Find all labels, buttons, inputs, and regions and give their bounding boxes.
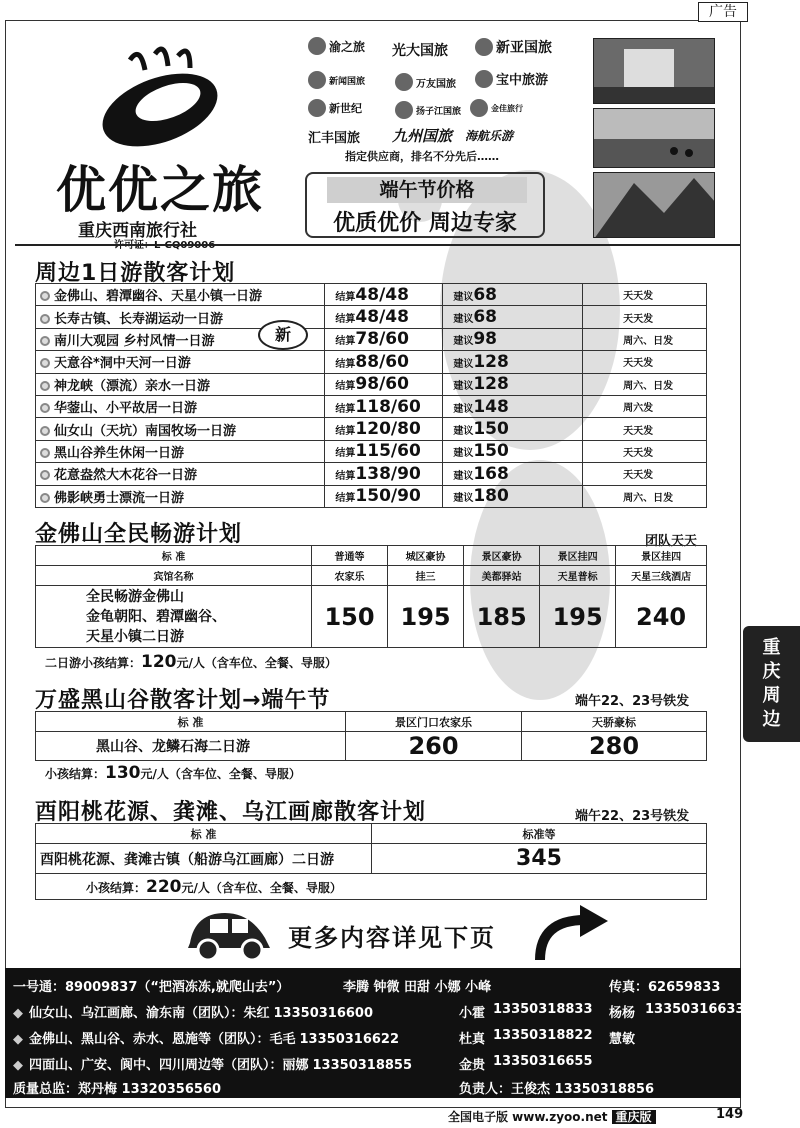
- standard-cell: 城区豪协: [388, 546, 464, 566]
- waterfall-photo: [593, 38, 715, 104]
- heishangu-title: 万盛黑山谷散客计划→端午节: [35, 688, 331, 713]
- suggest-price: 建议168: [443, 463, 583, 485]
- jinfoshan-schedule: 团队天天: [645, 534, 698, 549]
- grassland-photo: [593, 108, 715, 168]
- partners-note: 指定供应商，排名不分先后……: [345, 150, 499, 163]
- partner-logo: 金佳旅行: [470, 99, 523, 117]
- bullet-icon: [40, 426, 50, 436]
- ad-tag: 广告: [698, 2, 748, 22]
- price-cell: 195: [388, 586, 464, 648]
- partner-logo: 万友国旅: [395, 73, 456, 91]
- suggest-price: 建议68: [443, 306, 583, 328]
- contact-row: ◆ 四面山、广安、阆中、四川周边等（团队）：丽娜 13350318855 金贵 13350316655: [13, 1054, 593, 1073]
- diamond-icon: ◆: [13, 1006, 23, 1021]
- partner-logo: 宝中旅游: [475, 69, 548, 88]
- company-name: 重庆西南旅行社: [78, 221, 197, 241]
- tour-name: 华蓥山、小平故居一日游: [36, 395, 325, 417]
- partner-icon: [395, 101, 413, 119]
- hotline-staff: 李腾 钟微 田甜 小娜 小峰: [343, 980, 492, 995]
- partner-logo: 渝之旅: [308, 37, 365, 55]
- standard-cell: 天骄豪标: [522, 712, 707, 732]
- standard-header: 标 准: [36, 712, 346, 732]
- price-cell: 260: [346, 732, 522, 761]
- schedule: 周六发: [583, 395, 707, 417]
- quality-director: 质量总监：郑丹梅 13320356560: [13, 1082, 222, 1097]
- youyang-title: 酉阳桃花源、龚滩、乌江画廊散客计划: [35, 800, 427, 825]
- partner-logo: 新亚国旅: [475, 37, 552, 57]
- bullet-icon: [40, 448, 50, 458]
- fax-number: 传真：62659833: [609, 980, 721, 995]
- holiday-price-box: [305, 172, 545, 238]
- schedule: 天天发: [583, 440, 707, 462]
- price-cell: 240: [616, 586, 707, 648]
- footer-site: 全国电子版 www.zyoo.net 重庆版: [448, 1108, 656, 1125]
- bullet-icon: [40, 403, 50, 413]
- hotel-cell: 美都驿站: [464, 566, 540, 586]
- partner-logo: 九州国旅: [392, 127, 453, 145]
- suggest-price: 建议150: [443, 440, 583, 462]
- tour-row: [36, 373, 707, 395]
- price-box-slogan: 优质优价 周边专家: [333, 211, 517, 236]
- hotline: 一号通：89009837（“把酒冻冻,就爬山去”）: [13, 980, 290, 995]
- partner-logo: 光大国旅: [392, 43, 448, 59]
- heishangu-table: [35, 711, 707, 761]
- tour-row: [36, 485, 707, 507]
- route-name: 酉阳桃花源、龚滩古镇（船游乌江画廊）二日游: [36, 844, 372, 874]
- settle-price: 结算88/60: [325, 351, 443, 373]
- diamond-icon: ◆: [13, 1032, 23, 1047]
- brand-title: 优优之旅: [56, 161, 264, 219]
- suggest-price: 建议128: [443, 373, 583, 395]
- standard-cell: 普通等: [312, 546, 388, 566]
- jinfoshan-title: 金佛山全民畅游计划: [35, 522, 243, 547]
- settle-price: 结算78/60: [325, 328, 443, 350]
- tour-row: [36, 328, 707, 350]
- contact-row: ◆ 仙女山、乌江画廊、渝东南（团队）：朱红 13350316600 小霍 13350318833 杨杨 13350316633: [13, 1002, 745, 1021]
- suggest-price: 建议98: [443, 328, 583, 350]
- schedule: 周六、日发: [583, 328, 707, 350]
- bullet-icon: [40, 291, 50, 301]
- partner-icon: [475, 38, 493, 56]
- standard-header: 标 准: [36, 546, 312, 566]
- car-icon: [180, 903, 280, 963]
- standard-cell: 景区门口农家乐: [346, 712, 522, 732]
- partner-logos: [300, 35, 585, 165]
- tour-row: [36, 351, 707, 373]
- schedule: 天天发: [583, 463, 707, 485]
- footer-edition: 重庆版: [612, 1110, 656, 1124]
- tour-name: 花意盎然大木花谷一日游: [36, 463, 325, 485]
- hotel-cell: 天星三线酒店: [616, 566, 707, 586]
- page-number: 149: [716, 1107, 744, 1122]
- partner-logo: 汇丰国旅: [308, 131, 361, 146]
- price-cell: 345: [372, 844, 707, 874]
- settle-price: 结算115/60: [325, 440, 443, 462]
- tour-row: [36, 418, 707, 440]
- child-price-note: 二日游小孩结算：120元/人（含车位、全餐、导服）: [45, 652, 337, 672]
- bullet-icon: [40, 381, 50, 391]
- price-cell: 150: [312, 586, 388, 648]
- schedule: 天天发: [583, 306, 707, 328]
- route-name: 全民畅游金佛山 金龟朝阳、碧潭幽谷、 天星小镇二日游: [36, 586, 312, 648]
- logo-icon: [90, 40, 230, 150]
- tour-name: 长寿古镇、长寿湖运动一日游: [36, 306, 325, 328]
- partner-logo: 新闻国旅: [308, 71, 365, 89]
- suggest-price: 建议180: [443, 485, 583, 507]
- standard-cell: 景区豪协: [464, 546, 540, 566]
- suggest-price: 建议128: [443, 351, 583, 373]
- price-cell: 280: [522, 732, 707, 761]
- partner-logo: 新世纪: [308, 99, 362, 117]
- bullet-icon: [40, 336, 50, 346]
- standard-cell: 景区挂四: [616, 546, 707, 566]
- day-tour-table: [35, 283, 707, 508]
- heishangu-schedule: 端午22、23号铁发: [575, 694, 690, 709]
- manager: 负责人：王俊杰 13350318856: [459, 1082, 655, 1097]
- partner-logo: 海航乐游: [465, 129, 514, 143]
- price-cell: 195: [540, 586, 616, 648]
- bullet-icon: [40, 470, 50, 480]
- hotel-cell: 农家乐: [312, 566, 388, 586]
- settle-price: 结算48/48: [325, 306, 443, 328]
- standard-cell: 标准等: [372, 824, 707, 844]
- price-box-heading: 端午节价格: [327, 177, 527, 203]
- settle-price: 结算150/90: [325, 485, 443, 507]
- settle-price: 结算120/80: [325, 418, 443, 440]
- suggest-price: 建议68: [443, 284, 583, 306]
- standard-header: 标 准: [36, 824, 372, 844]
- partner-icon: [475, 70, 493, 88]
- schedule: 天天发: [583, 351, 707, 373]
- hotel-header: 宾馆名称: [36, 566, 312, 586]
- brand-logo: [30, 30, 290, 248]
- hotel-cell: 挂三: [388, 566, 464, 586]
- settle-price: 结算138/90: [325, 463, 443, 485]
- tour-row: [36, 284, 707, 306]
- standard-cell: 景区挂四: [540, 546, 616, 566]
- tour-name: 南川大观园 乡村风情一日游: [36, 328, 325, 350]
- hotel-cell: 天星普标: [540, 566, 616, 586]
- bullet-icon: [40, 493, 50, 503]
- new-badge: 新: [258, 320, 308, 350]
- settle-price: 结算98/60: [325, 373, 443, 395]
- hotline-row: [13, 976, 721, 995]
- tour-row: [36, 306, 707, 328]
- partner-icon: [308, 99, 326, 117]
- tour-name: 神龙峡（漂流）亲水一日游: [36, 373, 325, 395]
- tour-name: 金佛山、碧潭幽谷、天星小镇一日游: [36, 284, 325, 306]
- youyang-schedule: 端午22、23号铁发: [575, 809, 690, 824]
- tour-row: [36, 440, 707, 462]
- tour-name: 佛影峡勇士漂流一日游: [36, 485, 325, 507]
- tour-name: 黑山谷养生休闲一日游: [36, 440, 325, 462]
- partner-icon: [308, 37, 326, 55]
- settle-price: 结算48/48: [325, 284, 443, 306]
- schedule: 天天发: [583, 284, 707, 306]
- settle-price: 结算118/60: [325, 395, 443, 417]
- diamond-icon: ◆: [13, 1058, 23, 1073]
- curved-arrow-icon: [530, 905, 610, 965]
- partner-icon: [395, 73, 413, 91]
- partner-icon: [308, 71, 326, 89]
- suggest-price: 建议148: [443, 395, 583, 417]
- suggest-price: 建议150: [443, 418, 583, 440]
- tour-name: 仙女山（天坑）南国牧场一日游: [36, 418, 325, 440]
- header-divider: [15, 244, 740, 246]
- jinfoshan-table: [35, 545, 707, 648]
- tour-row: [36, 395, 707, 417]
- route-name: 黑山谷、龙鳞石海二日游: [36, 732, 346, 761]
- bullet-icon: [40, 314, 50, 324]
- child-price-note: 小孩结算：130元/人（含车位、全餐、导服）: [45, 763, 301, 783]
- mountain-photo: [593, 172, 715, 238]
- more-content-link[interactable]: 更多内容详见下页: [288, 924, 496, 952]
- side-tab-chongqing: 重 庆 周 边: [743, 626, 800, 742]
- partner-icon: [470, 99, 488, 117]
- day-tour-title: 周边1日游散客计划: [35, 261, 236, 286]
- schedule: 周六、日发: [583, 373, 707, 395]
- management-row: [13, 1078, 655, 1097]
- contact-panel: [5, 968, 745, 1098]
- child-price-note: 小孩结算：220元/人（含车位、全餐、导服）: [36, 874, 707, 900]
- contact-row: ◆ 金佛山、黑山谷、赤水、恩施等（团队）：毛毛 13350316622 杜真 13350318822 慧敏: [13, 1028, 636, 1047]
- tour-row: [36, 463, 707, 485]
- bullet-icon: [40, 358, 50, 368]
- price-cell: 185: [464, 586, 540, 648]
- tour-name: 天意谷*洞中天河一日游: [36, 351, 325, 373]
- schedule: 周六、日发: [583, 485, 707, 507]
- youyang-table: [35, 823, 707, 900]
- schedule: 天天发: [583, 418, 707, 440]
- partner-logo: 扬子江国旅: [395, 101, 461, 119]
